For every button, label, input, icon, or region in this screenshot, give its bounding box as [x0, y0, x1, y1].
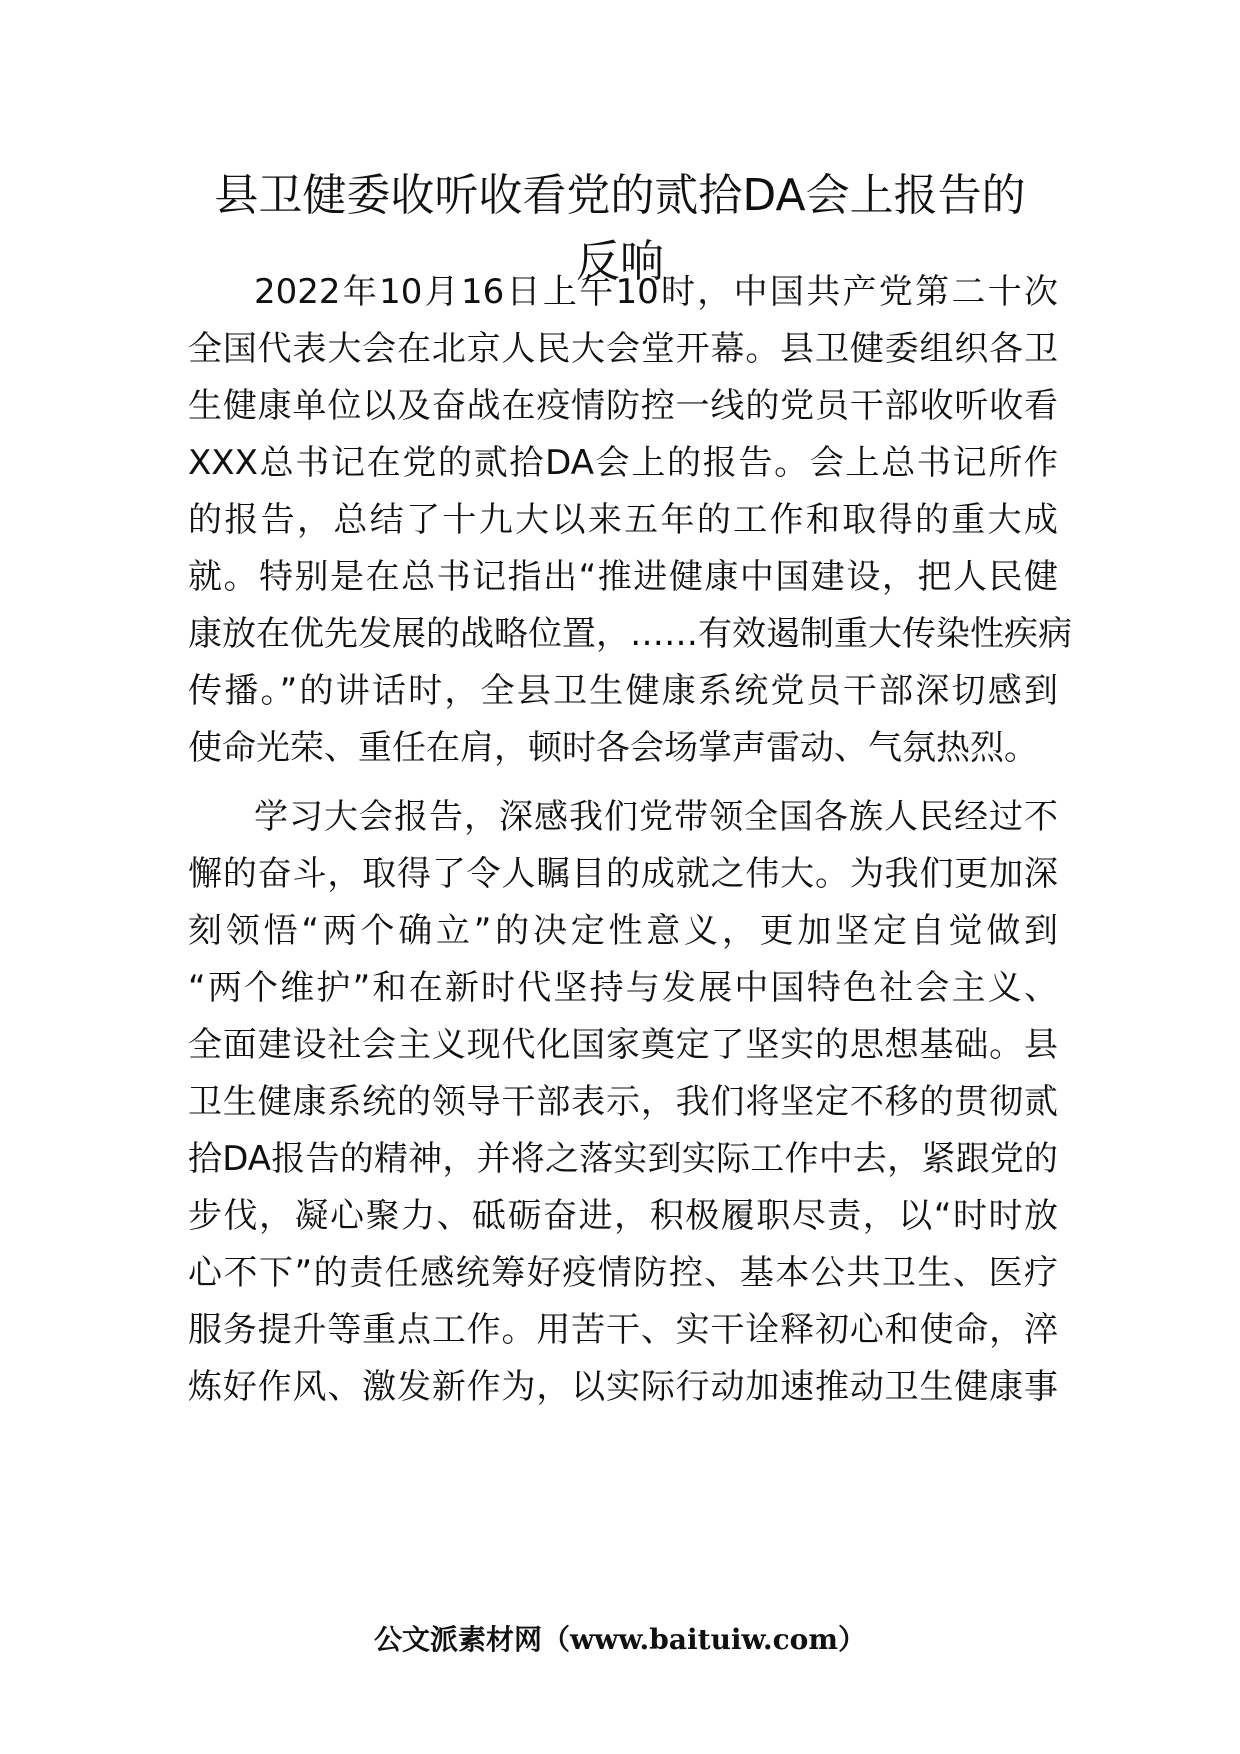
- paragraph-line: 懈的奋斗，取得了令人瞩目的成就之伟大。为我们更加深: [188, 854, 1058, 894]
- paragraph-line: 生健康单位以及奋战在疫情防控一线的党员干部收听收看: [188, 386, 1058, 426]
- paragraph-line: 2022年10月16日上午10时，中国共产党第二十次: [254, 272, 1058, 312]
- paragraph-line: 全面建设社会主义现代化国家奠定了坚实的思想基础。县: [188, 1025, 1058, 1065]
- footer-watermark: 公文派素材网（www.baituiw.com）: [374, 1623, 866, 1656]
- paragraph-line: 全国代表大会在北京人民大会堂开幕。县卫健委组织各卫: [188, 329, 1058, 369]
- paragraph-line: 刻领悟“两个确立”的决定性意义，更加坚定自觉做到: [188, 911, 1058, 951]
- paragraph-line: 康放在优先发展的战略位置，……有效遏制重大传染性疾病: [188, 614, 1072, 654]
- paragraph-line: 传播。”的讲话时，全县卫生健康系统党员干部深切感到: [188, 671, 1058, 711]
- document-title-line-1: 县卫健委收听收看党的贰拾DA会上报告的: [214, 170, 1026, 221]
- paragraph-line: 学习大会报告，深感我们党带领全国各族人民经过不: [254, 797, 1058, 837]
- paragraph-line: 使命光荣、重任在肩，顿时各会场掌声雷动、气氛热烈。: [188, 728, 1038, 768]
- paragraph-line: 服务提升等重点工作。用苦干、实干诠释初心和使命，淬: [188, 1310, 1058, 1350]
- paragraph-line: 炼好作风、激发新作为，以实际行动加速推动卫生健康事: [188, 1367, 1058, 1407]
- paragraph-line: 就。特别是在总书记指出“推进健康中国建设，把人民健: [188, 557, 1058, 597]
- paragraph-line: 心不下”的责任感统筹好疫情防控、基本公共卫生、医疗: [188, 1253, 1058, 1293]
- paragraph-line: XXX总书记在党的贰拾DA会上的报告。会上总书记所作: [188, 443, 1058, 483]
- paragraph-line: 的报告，总结了十九大以来五年的工作和取得的重大成: [188, 500, 1058, 540]
- paragraph-line: 拾DA报告的精神，并将之落实到实际工作中去，紧跟党的: [188, 1139, 1058, 1179]
- paragraph-line: “两个维护”和在新时代坚持与发展中国特色社会主义、: [188, 968, 1058, 1008]
- paragraph-line: 卫生健康系统的领导干部表示，我们将坚定不移的贯彻贰: [188, 1082, 1058, 1122]
- document-title-line-2: 反响: [576, 236, 664, 287]
- paragraph-line: 步伐，凝心聚力、砥砺奋进，积极履职尽责，以“时时放: [188, 1196, 1058, 1236]
